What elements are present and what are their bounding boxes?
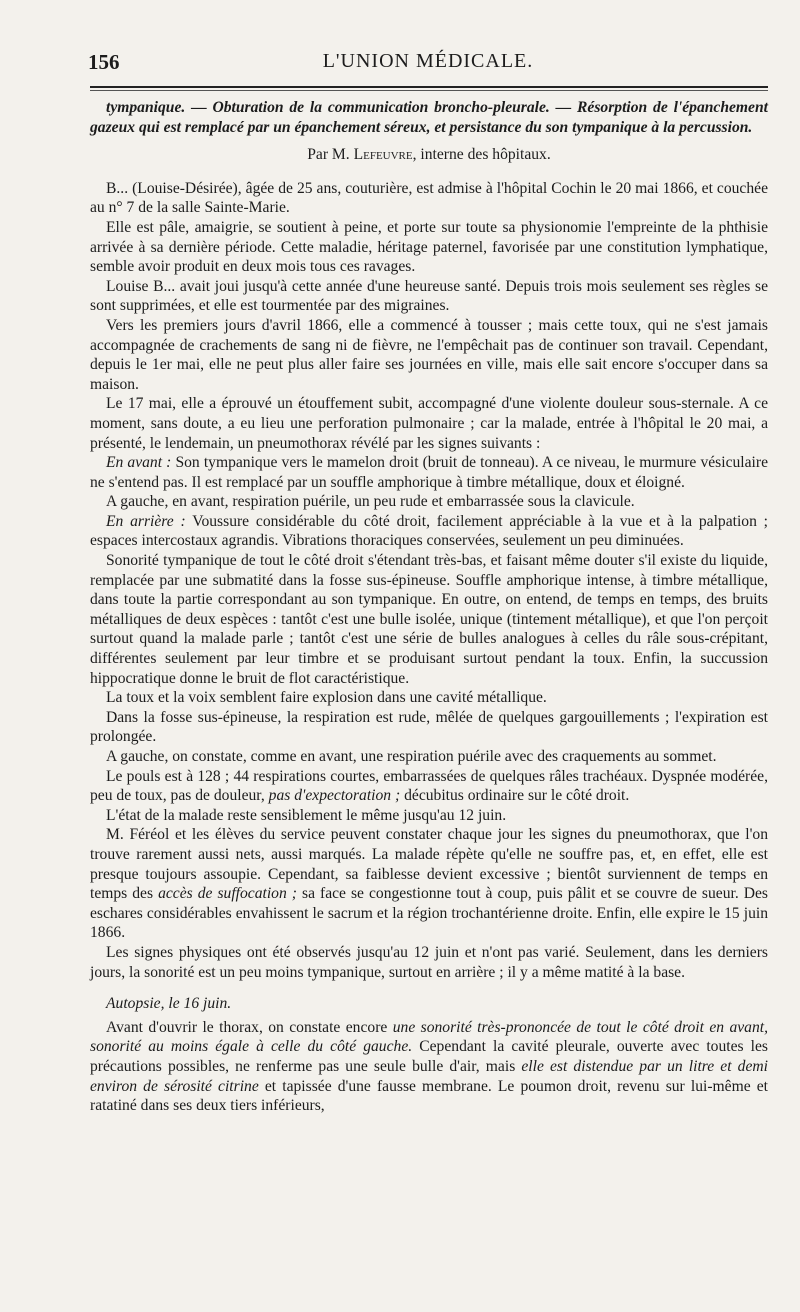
paragraph: Le 17 mai, elle a éprouvé un étouffement subit, accompagné d'une violente douleur sous-sternale. A ce moment, sans doute, a eu lieu une perforation pulmonaire ; car la malade, entrée à l'hôpital le 20 mai, a présenté, le lendemain, un pneumothorax révélé par les signes suivants : <box>90 395 768 452</box>
article-body <box>90 98 768 1116</box>
paragraph: A gauche, on constate, comme en avant, une respiration puérile avec des craquements au sommet. <box>106 748 717 765</box>
paragraph: Vers les premiers jours d'avril 1866, elle a commencé à tousser ; mais cette toux, qui ne s'est jamais accompagnée de crachements de sang ni de fièvre, ne l'empêchait pas de continuer son travail. Cependant, depuis le 1er mai, elle ne peut plus aller faire ses journées en ville, mais elle sait encore s'occuper dans sa maison. <box>90 316 768 393</box>
autopsie-label: Autopsie, le 16 juin. <box>106 995 232 1013</box>
final-italic-2: elle est distendue par un litre et demi environ de sérosité citrine <box>90 1057 768 1095</box>
header-rule-thin <box>90 90 768 91</box>
final-start: Avant d'ouvrir le thorax, on constate encore <box>106 1018 393 1036</box>
author-name: Lefeuvre <box>353 146 413 164</box>
fereol-italic: accès de suffocation ; <box>158 885 297 903</box>
paragraph: Sonorité tympanique de tout le côté droit s'étendant très-bas, et faisant même douter s'il existe du liquide, remplacée par une submatité dans la fosse sus-épineuse. Souffle amphorique intense, à timbre métallique, dans toute la partie correspondant au son tympanique. En outre, on entend, de temps en temps, des bruits métalliques de deux espèces : tantôt c'est une bulle isolée, unique (tintement métallique), et que l'on perçoit surtout quand la malade parle ; tantôt c'est une série de bulles analogues à celles du râle sous-crépitant, différentes seulement par leur timbre et se produisant surtout pendant la toux. Enfin, la succussion hippocratique donne le bruit de flot caractéristique. <box>90 552 768 687</box>
en-avant-text: Son tympanique vers le mamelon droit (bruit de tonneau). A ce niveau, le murmure vésiculaire ne s'entend pas. Il est remplacé par un souffle amphorique à timbre métallique, doux et éloigné. <box>90 454 768 491</box>
final-end: et tapissée d'une fausse membrane. Le poumon droit, revenu sur lui-même et ratatiné dans ses deux tiers inférieurs, <box>90 1077 768 1115</box>
paragraph-en-avant <box>90 453 768 492</box>
pouls-end: décubitus ordinaire sur le côté droit. <box>400 787 630 805</box>
pouls-italic: pas d'expectoration ; <box>268 787 401 805</box>
en-avant-label: En avant : <box>106 454 172 472</box>
paragraph: L'état de la malade reste sensiblement le même jusqu'au 12 juin. <box>106 806 507 824</box>
paragraph-fereol <box>90 825 768 943</box>
paragraph: Elle est pâle, amaigrie, se soutient à peine, et porte sur toute sa physionomie l'empreinte de la phthisie arrivée à sa dernière période. Cette maladie, héritage paternel, favorisée par une constitution lymphatique, semble avoir produit en deux mois tous ces ravages. <box>90 218 768 276</box>
paragraph: Les signes physiques ont été observés jusqu'au 12 juin et n'ont pas varié. Seulement, dans les derniers jours, la sonorité est un peu moins tympanique, surtout en arrière ; il y a même matité à la base. <box>90 943 768 981</box>
en-arriere-text: Voussure considérable du côté droit, facilement appréciable à la vue et à la palpation ; espaces intercostaux agrandis. Vibrations thoraciques conservées, seulement un peu diminuées. <box>90 512 768 550</box>
byline <box>90 145 768 165</box>
page-number: 156 <box>88 50 120 74</box>
paragraph: A gauche, en avant, respiration puérile, un peu rude et embarrassée sous la clavicule. <box>106 493 635 511</box>
running-title: L'UNION MÉDICALE. <box>322 50 534 72</box>
paragraph: Dans la fosse sus-épineuse, la respiration est rude, mêlée de quelques gargouillements ; l'expiration est prolongée. <box>90 708 768 746</box>
autopsie-heading <box>90 994 768 1014</box>
final-mid: Cependant la cavité pleurale, ouverte avec toutes les précautions possibles, ne renferme pas une seule bulle d'air, mais <box>90 1038 768 1075</box>
paragraph-en-arriere <box>90 512 768 551</box>
paragraph: B... (Louise-Désirée), âgée de 25 ans, couturière, est admise à l'hôpital Cochin le 20 mai 1866, et couchée au n° 7 de la salle Sainte-Marie. <box>90 179 768 217</box>
header-rule <box>90 86 768 88</box>
paragraph-final <box>90 1018 768 1116</box>
article-title: tympanique. — Obturation de la communication broncho-pleurale. — Résorption de l'épanchement gazeux qui est remplacé par un épanchement séreux, et persistance du son tympanique à la percussion. <box>90 99 768 136</box>
paragraph-pouls <box>90 767 768 806</box>
fereol-text: M. Féréol et les élèves du service peuvent constater chaque jour les signes du pneumothorax, que l'on trouve rarement aussi nets, aussi marqués. La malade répète qu'elle ne souffre pas, et, en effet, elle est presque toujours assoupie. Cependant, sa faiblesse devient excessive ; bientôt surviennent de temps en temps des <box>90 826 768 903</box>
final-italic-1: une sonorité très-prononcée de tout le côté droit en avant, sonorité au moins égale à celle du côté gauche. <box>90 1018 769 1056</box>
page-header <box>88 48 768 78</box>
en-arriere-label: En arrière : <box>106 512 186 530</box>
paragraph: La toux et la voix semblent faire explosion dans une cavité métallique. <box>106 689 547 707</box>
paragraph: Louise B... avait joui jusqu'à cette année d'une heureuse santé. Depuis trois mois seulement ses règles se sont supprimées, et elle est tourmentée par des migraines. <box>90 277 768 315</box>
byline-prefix: Par M. <box>307 146 350 164</box>
fereol-end: sa face se congestionne tout à coup, puis pâlit et se couvre de sueur. Des eschares considérables envahissent le sacrum et la région trochantérienne droite. Enfin, elle expire le 15 juin 1866. <box>90 885 768 942</box>
pouls-text: Le pouls est à 128 ; 44 respirations courtes, embarrassées de quelques râles trachéaux. Dyspnée modérée, peu de toux, pas de douleur, <box>90 767 768 805</box>
byline-suffix: , interne des hôpitaux. <box>412 146 551 164</box>
